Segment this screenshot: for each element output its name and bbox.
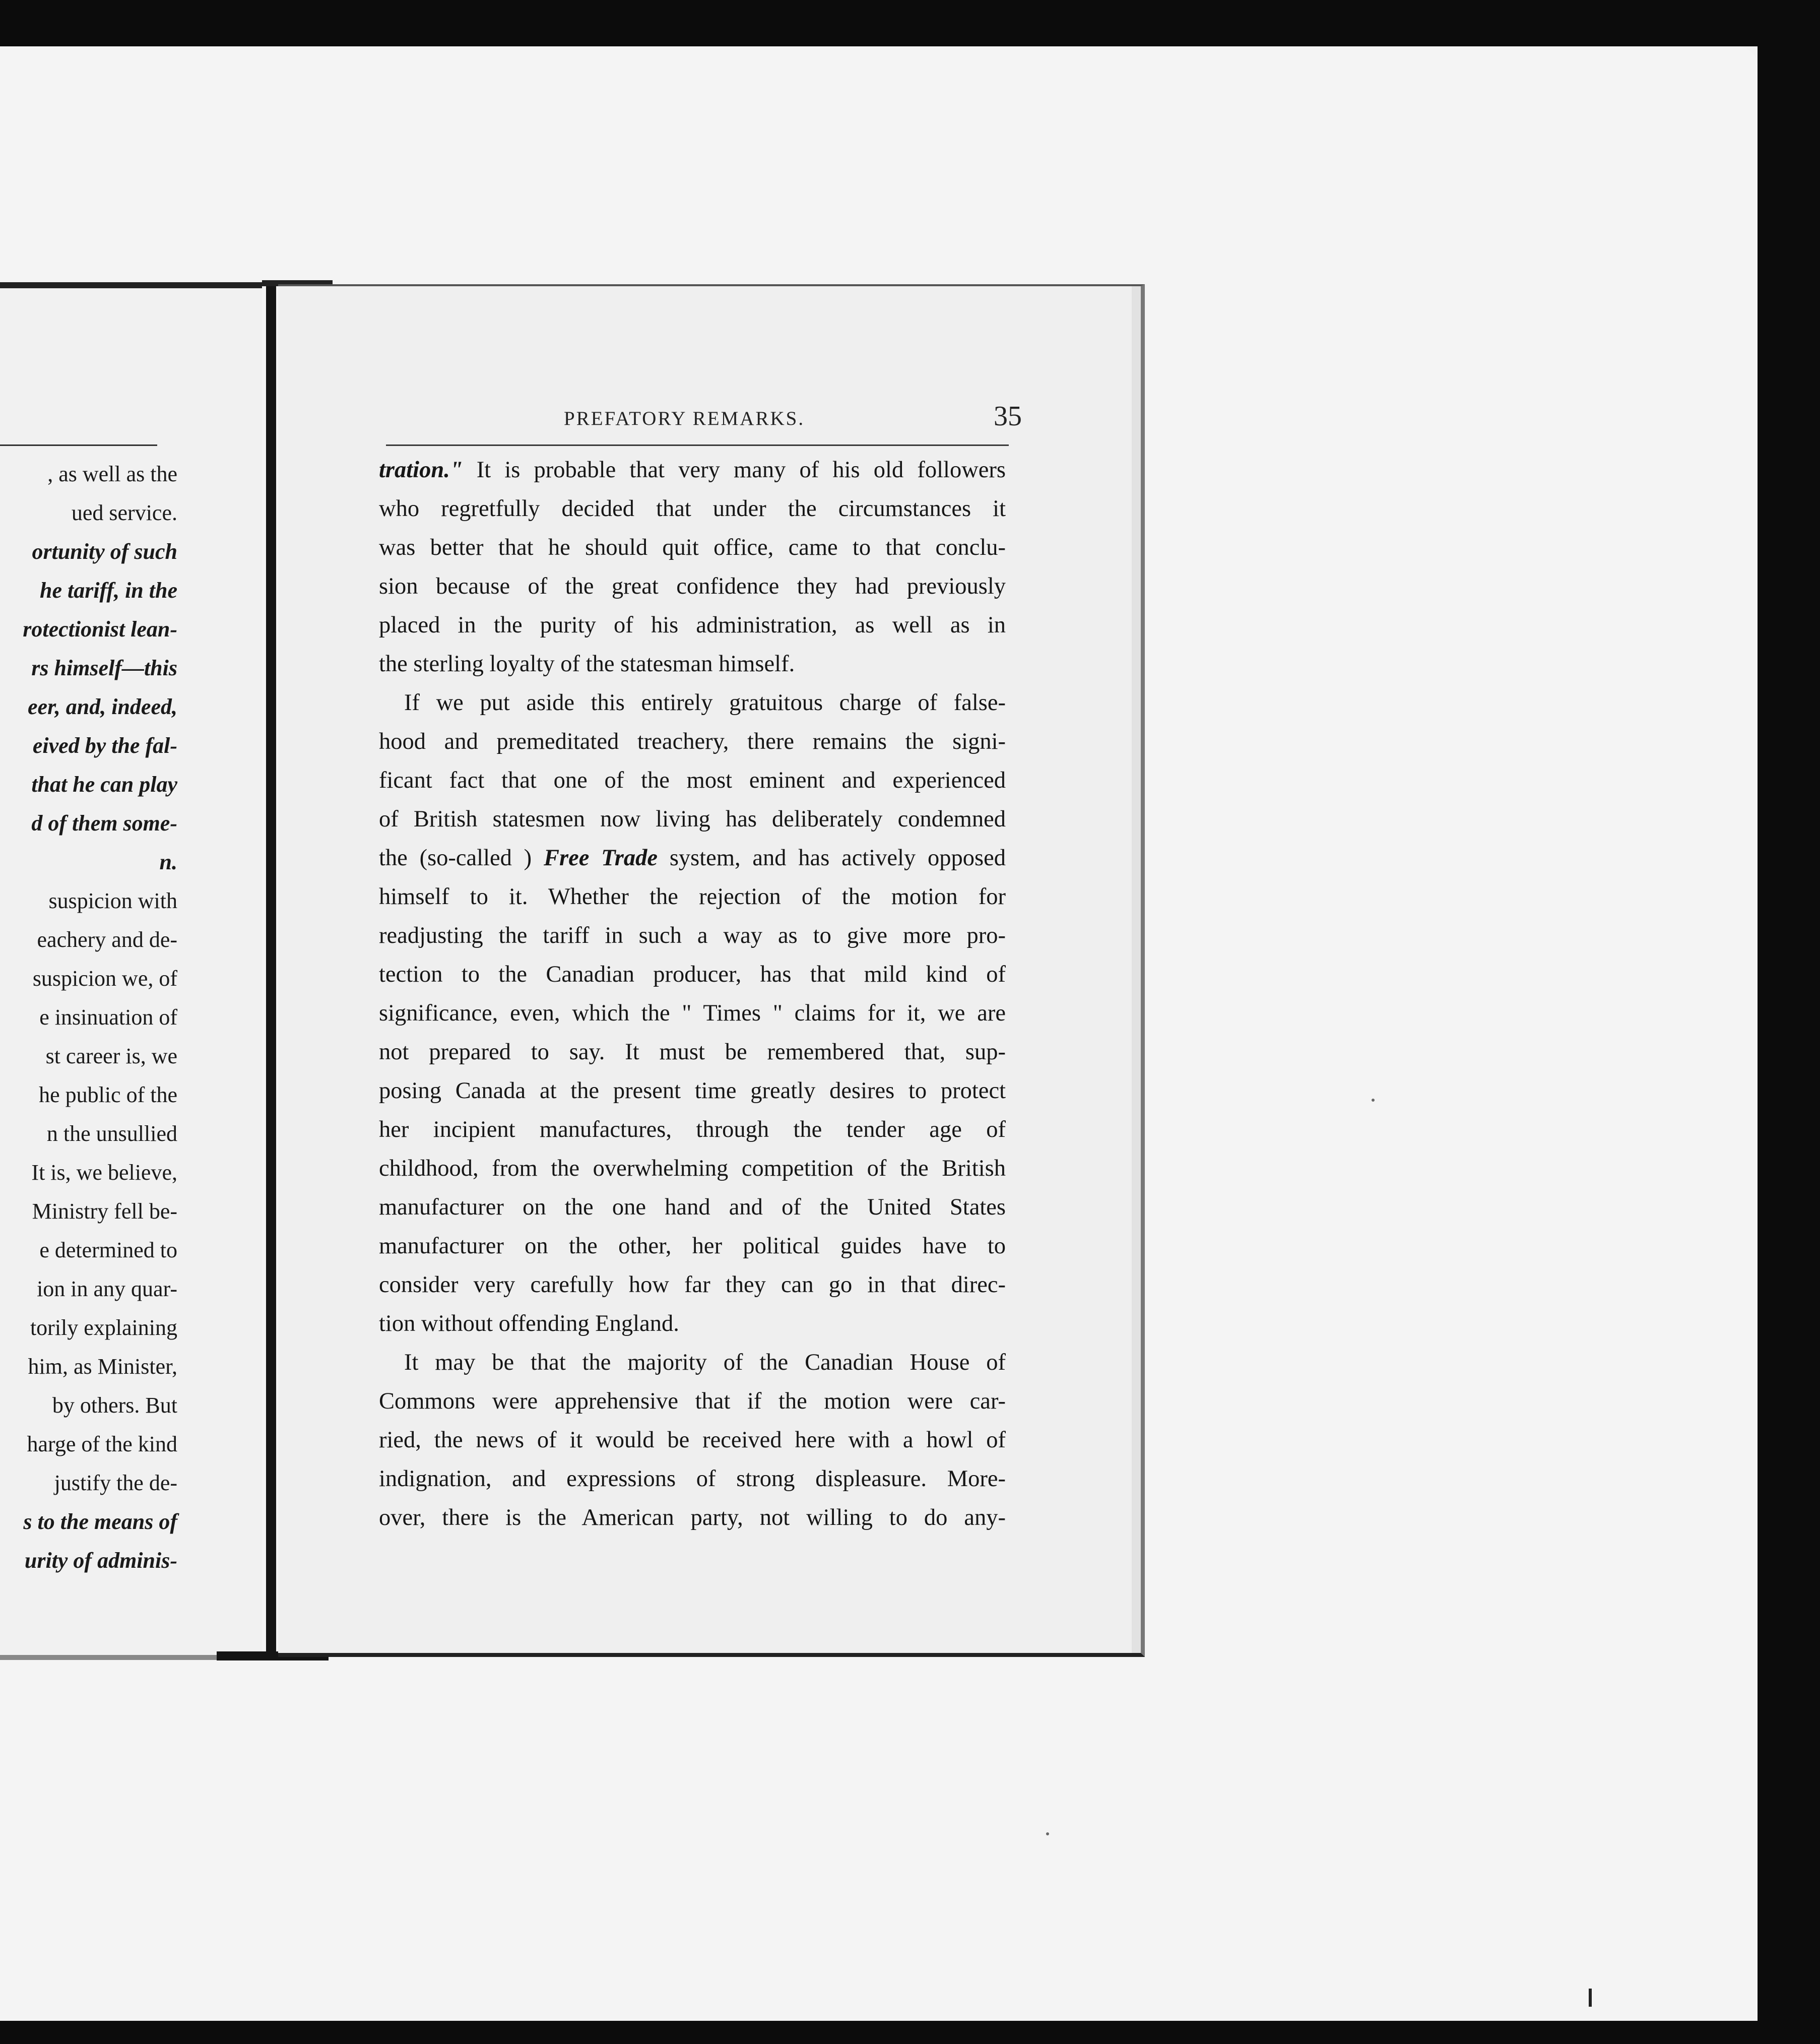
text-span: It is probable that very many of his old followers [463,457,1006,483]
left-line: ortunity of such [32,539,177,564]
text-line [379,839,1006,877]
left-page [0,282,262,1659]
scan-border-right [1758,0,1820,2044]
scan-border-top [0,0,1820,46]
text-line: of British statesmen now living has deliberately condemned [379,806,1006,832]
left-line: eer, and, indeed, [28,694,177,719]
text-span: system, and has actively opposed [658,845,1006,871]
left-line: ion in any quar- [37,1276,177,1301]
left-line: eived by the fal- [32,733,177,758]
text-line: sion because of the great confidence they had previously [379,573,1006,599]
body-text [379,451,1006,1537]
left-line: by others. But [52,1393,177,1418]
left-line: n. [159,850,177,874]
text-line: who regretfully decided that under the circumstances it [379,496,1006,522]
left-page-text [0,455,177,1580]
text-line: not prepared to say. It must be remembered that, sup- [379,1039,1006,1065]
text-line: hood and premeditated treachery, there remains the signi- [379,729,1006,754]
text-line: tection to the Canadian producer, has that mild kind of [379,962,1006,987]
scan-border-bottom [0,2021,1820,2044]
text-line: was better that he should quit office, came to that conclu- [379,535,1006,560]
text-line: consider very carefully how far they can go in that direc- [379,1272,1006,1298]
left-line: justify the de- [54,1471,177,1495]
running-head [385,400,1020,430]
left-line: he public of the [39,1082,177,1107]
page-number: 35 [994,401,1022,432]
text-line: the sterling loyalty of the statesman himself. [379,651,795,677]
left-line: d of them some- [31,811,177,836]
text-italic: tration." [379,457,463,483]
left-line: ued service. [71,500,177,525]
left-line: n the unsullied [46,1121,177,1146]
text-line: manufacturer on the one hand and of the United States [379,1194,1006,1220]
text-line: himself to it. Whether the rejection of the motion for [379,884,1006,910]
text-line: It may be that the majority of the Canadian House of [404,1350,1006,1375]
left-line: Ministry fell be- [32,1199,177,1224]
left-line: he tariff, in the [39,578,177,603]
left-line: suspicion we, of [32,966,177,991]
left-line: harge of the kind [27,1432,177,1456]
left-line: suspicion with [48,888,177,913]
scan-speck [1046,1832,1049,1835]
text-line: tion without offending England. [379,1311,679,1336]
left-line: rs himself—this [31,656,177,680]
left-line: It is, we believe, [31,1160,177,1185]
text-line: indignation, and expressions of strong displeasure. More- [379,1466,1006,1492]
text-line: over, there is the American party, not willing to do any- [379,1505,1006,1530]
left-line: rotectionist lean- [23,617,177,642]
text-line: ficant fact that one of the most eminent and experienced [379,768,1006,793]
running-title: PREFATORY REMARKS. [564,408,805,429]
text-italic: Free Trade [543,845,658,871]
text-line: readjusting the tariff in such a way as to give more pro- [379,923,1006,948]
scan-mark [1589,1989,1592,2007]
text-line: childhood, from the overwhelming competition of the British [379,1156,1006,1181]
text-line: manufacturer on the other, her political guides have to [379,1233,1006,1259]
binding-gutter [266,286,276,1658]
left-line: urity of adminis- [24,1548,177,1573]
text-line: her incipient manufactures, through the tender age of [379,1117,1006,1142]
left-line: eachery and de- [37,927,177,952]
text-line: placed in the purity of his administration, as well as in [379,612,1006,638]
scan-speck [1372,1099,1375,1102]
text-line [379,451,1006,489]
left-line: torily explaining [30,1315,177,1340]
text-line: ried, the news of it would be received here with a howl of [379,1427,1006,1453]
text-line: Commons were apprehensive that if the motion were car- [379,1388,1006,1414]
left-line: st career is, we [45,1044,177,1068]
text-span: the (so-called ) [379,845,544,871]
text-line: If we put aside this entirely gratuitous charge of false- [404,690,1006,716]
left-line: s to the means of [23,1509,177,1534]
left-line: e determined to [39,1238,177,1262]
left-line: e insinuation of [39,1005,177,1030]
head-rule [386,444,1009,446]
left-line: that he can play [31,772,177,797]
text-line: posing Canada at the present time greatly desires to protect [379,1078,1006,1104]
left-page-head-rule [0,444,157,446]
right-page [278,284,1145,1657]
text-line: significance, even, which the " Times " claims for it, we are [379,1000,1006,1026]
left-line: him, as Minister, [28,1354,177,1379]
left-line: , as well as the [47,462,177,486]
